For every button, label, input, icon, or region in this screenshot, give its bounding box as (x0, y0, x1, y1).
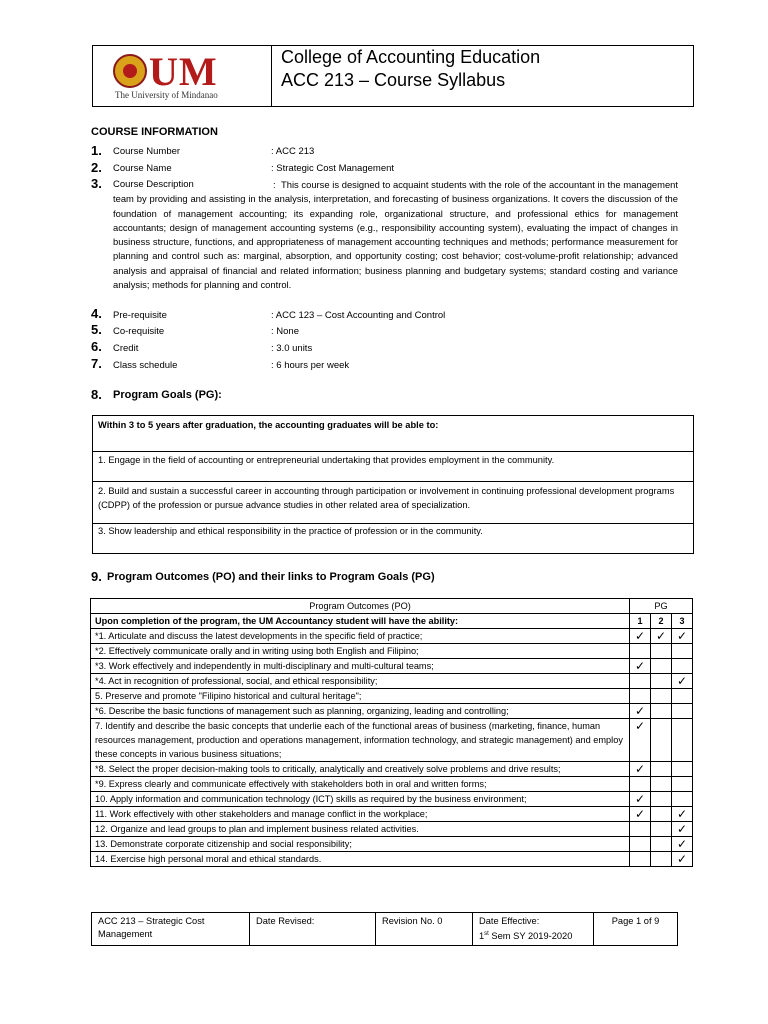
check-icon (651, 807, 672, 822)
pg-col-2: 2 (651, 614, 672, 629)
date-effective-term: Sem SY 2019-2020 (488, 931, 573, 942)
table-subheader-row (91, 614, 693, 629)
col-header-po: Program Outcomes (PO) (91, 599, 630, 614)
program-goals-heading: Program Goals (PG): (113, 389, 222, 401)
program-outcomes-table (90, 598, 693, 867)
item-number: 5. (91, 322, 102, 337)
check-icon (672, 659, 693, 674)
item-label: Course Name (113, 163, 172, 174)
item-value: : 3.0 units (271, 343, 313, 354)
date-effective-label: Date Effective: (479, 916, 540, 926)
footer-date-effective (473, 913, 594, 946)
item-value: : Strategic Cost Management (271, 163, 395, 174)
goal-item: 3. Show leadership and ethical responsibility in the practice of profession or in the community. (93, 524, 694, 554)
footer-page-number: Page 1 of 9 (594, 913, 678, 946)
check-icon: ✓ (672, 837, 693, 852)
check-icon (651, 644, 672, 659)
program-goals-number: 8. (91, 387, 102, 402)
university-logo (113, 49, 263, 102)
col-header-pg: PG (630, 599, 693, 614)
item-value: : ACC 213 (271, 146, 315, 157)
check-icon: ✓ (630, 629, 651, 644)
outcome-text: 7. Identify and describe the basic concepts that underlie each of the functional areas of business (marketing, finance, human resources management, production and operations management, information technology, and strategic management) and employ these concepts in various business situations; (91, 719, 630, 762)
date-effective-suffix: st (484, 931, 489, 937)
outcome-text: *9. Express clearly and communicate effectively with stakeholders both in oral and written forms; (91, 777, 630, 792)
check-icon (630, 852, 651, 867)
check-icon: ✓ (630, 659, 651, 674)
item-number: 4. (91, 306, 102, 321)
table-row (91, 792, 693, 807)
item-label: Co-requisite (113, 326, 165, 337)
table-row (93, 416, 694, 452)
check-icon (672, 704, 693, 719)
subheader-text: Upon completion of the program, the UM Accountancy student will have the ability: (91, 614, 630, 629)
footer-date-revised: Date Revised: (250, 913, 376, 946)
college-name: College of Accounting Education (281, 47, 541, 67)
table-row (91, 852, 693, 867)
check-icon (672, 689, 693, 704)
description-text: This course is designed to acquaint students with the role of the accountant in the management team by providing and assisting in the analysis, interpretation, and forecasting of business organizations. It covers the discussion of the foundation of management accounting; its expanding role, organizational structure, and professional ethics for management accountants; design of management accounting systems (e.g., responsibility accounting system), evaluating the impact of changes in business structure, functions, and appropriateness of management accounting techniques and methods; performance measurement for planning and control such as: marginal, absorption, and opportunity costing; cost behavior; cost-volume-profit relationship; advanced analysis and appraisal of financial and related information; business planning and budgetary systems; standard costing and variance analysis; methods for planning and control. (113, 179, 678, 291)
item-number: 1. (91, 143, 102, 158)
table-row (91, 777, 693, 792)
description-colon: : (273, 179, 276, 190)
check-icon: ✓ (672, 822, 693, 837)
check-icon (651, 719, 672, 762)
check-icon (672, 644, 693, 659)
syllabus-header (92, 45, 694, 107)
check-icon (651, 704, 672, 719)
course-description (113, 178, 678, 292)
check-icon: ✓ (672, 852, 693, 867)
item-number: 6. (91, 339, 102, 354)
check-icon: ✓ (672, 629, 693, 644)
course-title: ACC 213 – Course Syllabus (281, 70, 506, 90)
check-icon: ✓ (630, 719, 651, 762)
item-value: : ACC 123 – Cost Accounting and Control (271, 310, 446, 321)
header-divider (271, 46, 272, 106)
check-icon (651, 674, 672, 689)
page-footer (91, 912, 678, 946)
check-icon (672, 777, 693, 792)
check-icon (651, 689, 672, 704)
check-icon: ✓ (672, 674, 693, 689)
table-row (91, 644, 693, 659)
item-number: 7. (91, 356, 102, 371)
check-icon: ✓ (630, 762, 651, 777)
footer-course: ACC 213 – Strategic Cost Management (92, 913, 250, 946)
table-row (91, 837, 693, 852)
table-row (93, 524, 694, 554)
table-row (91, 674, 693, 689)
outcome-text: 14. Exercise high personal moral and ethical standards. (91, 852, 630, 867)
table-header-row (91, 599, 693, 614)
pg-col-1: 1 (630, 614, 651, 629)
date-effective-ordinal: 1 (479, 931, 485, 942)
outcome-text: *1. Articulate and discuss the latest developments in the specific field of practice; (91, 629, 630, 644)
outcome-text: 13. Demonstrate corporate citizenship and social responsibility; (91, 837, 630, 852)
item-label: Course Description (113, 179, 194, 190)
item-label: Pre-requisite (113, 310, 167, 321)
check-icon (651, 792, 672, 807)
check-icon (672, 762, 693, 777)
logo-text: UM (149, 49, 218, 94)
table-row (93, 452, 694, 482)
check-icon: ✓ (630, 792, 651, 807)
check-icon (630, 674, 651, 689)
course-info-heading: COURSE INFORMATION (91, 126, 218, 138)
outcome-text: *6. Describe the basic functions of management such as planning, organizing, leading and controlling; (91, 704, 630, 719)
check-icon (651, 762, 672, 777)
check-icon (630, 777, 651, 792)
outcome-text: 12. Organize and lead groups to plan and implement business related activities. (91, 822, 630, 837)
check-icon (651, 659, 672, 674)
check-icon (672, 792, 693, 807)
outcome-text: *4. Act in recognition of professional, social, and ethical responsibility; (91, 674, 630, 689)
outcome-text: 5. Preserve and promote "Filipino historical and cultural heritage"; (91, 689, 630, 704)
check-icon (651, 837, 672, 852)
outcome-text: 10. Apply information and communication technology (ICT) skills as required by the business environment; (91, 792, 630, 807)
check-icon (651, 852, 672, 867)
table-row (91, 659, 693, 674)
check-icon: ✓ (630, 704, 651, 719)
check-icon (630, 644, 651, 659)
check-icon (651, 777, 672, 792)
outcome-text: *8. Select the proper decision-making tools to critically, analytically and creatively solve problems and drive results; (91, 762, 630, 777)
table-row (91, 762, 693, 777)
item-label: Course Number (113, 146, 181, 157)
check-icon: ✓ (672, 807, 693, 822)
footer-row (92, 913, 678, 946)
goals-intro: Within 3 to 5 years after graduation, the accounting graduates will be able to: (93, 416, 694, 452)
pg-col-3: 3 (672, 614, 693, 629)
item-label: Class schedule (113, 360, 178, 371)
table-row (93, 482, 694, 524)
check-icon (672, 719, 693, 762)
footer-revision: Revision No. 0 (376, 913, 473, 946)
table-row (91, 689, 693, 704)
item-number: 3. (91, 176, 102, 191)
outcome-text: *3. Work effectively and independently in multi-disciplinary and multi-cultural teams; (91, 659, 630, 674)
item-value: : None (271, 326, 299, 337)
check-icon (630, 837, 651, 852)
table-row (91, 719, 693, 762)
check-icon (630, 822, 651, 837)
table-row (91, 807, 693, 822)
table-row (91, 822, 693, 837)
item-label: Credit (113, 343, 139, 354)
logo-subtitle: The University of Mindanao (115, 90, 218, 100)
seal-icon (113, 54, 147, 88)
item-value: : 6 hours per week (271, 360, 350, 371)
goal-item: 1. Engage in the field of accounting or entrepreneurial undertaking that provides employment in the community. (93, 452, 694, 482)
table-row (91, 629, 693, 644)
check-icon (651, 822, 672, 837)
outcome-text: *2. Effectively communicate orally and in writing using both English and Filipino; (91, 644, 630, 659)
table-row (91, 704, 693, 719)
check-icon: ✓ (651, 629, 672, 644)
check-icon: ✓ (630, 807, 651, 822)
goal-item: 2. Build and sustain a successful career in accounting through participation or involvement in continuing professional development programs (CDPP) of the profession or pursue advance studies in other related area of specialization. (93, 482, 694, 524)
program-goals-table (92, 415, 694, 554)
item-number: 2. (91, 160, 102, 175)
program-outcomes-heading: Program Outcomes (PO) and their links to Program Goals (PG) (107, 571, 435, 583)
program-outcomes-number: 9. (91, 569, 102, 584)
check-icon (630, 689, 651, 704)
outcome-text: 11. Work effectively with other stakeholders and manage conflict in the workplace; (91, 807, 630, 822)
